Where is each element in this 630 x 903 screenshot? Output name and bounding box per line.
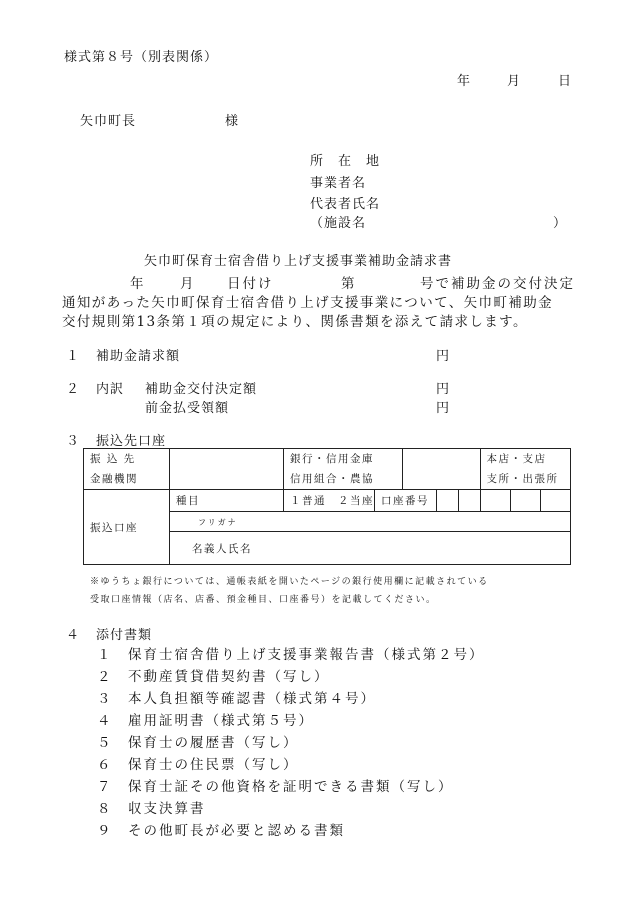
item2-decision-amount: 補助金交付決定額 [145,382,258,397]
item2-number: ２ [66,382,81,397]
item1-label: 補助金請求額 [96,349,181,364]
account-digit-1 [436,490,458,512]
dest-bank-label: 振 込 先 金融機関 [84,449,170,490]
body-year: 年 [130,276,146,292]
body-day: 日付け [227,276,274,292]
body-line2: 通知があった矢巾町保育士宿舎借り上げ支援事業について、矢巾町補助金 [62,295,554,311]
holder-name-label: 名義人氏名 [192,542,252,555]
branch-name-cell [402,449,480,490]
body-month: 月 [180,276,196,292]
item4-number: ４ [66,628,81,643]
furigana-row [170,512,571,532]
attachment-no: ３ [97,691,113,707]
bank-type-cell: 銀行・信用金庫 信用組合・農協 [284,449,403,490]
kind-label: 種目 [170,490,284,512]
account-digit-3 [480,490,510,512]
applicant-facility-close: ） [553,216,568,231]
item2-label: 内訳 [96,382,125,397]
attachment-text: 不動産賃貸借契約書（写し） [128,669,330,685]
item2b-yen: 円 [436,401,451,416]
attachment-no: ６ [97,757,113,773]
date-year: 年 [457,74,472,89]
account-label: 振込口座 [84,490,170,565]
branch-type-cell: 本店・支店 支所・出張所 [480,449,570,490]
item1-yen: 円 [436,349,451,364]
note-line2: 受取口座情報（店名、店番、預金種目、口座番号）を記載してください。 [90,595,437,605]
attachment-text: 本人負担額等確認書（様式第４号） [128,691,376,707]
body-dai: 第 [341,276,357,292]
applicant-business-label: 事業者名 [310,176,367,191]
attachment-text: 保育士宿舎借り上げ支援事業報告書（様式第２号） [128,647,485,663]
addressee-name: 矢巾町長 [80,114,137,129]
attachment-text: 保育士の住民票（写し） [128,757,299,773]
applicant-facility-open: （施設名 [310,216,367,231]
applicant-representative-label: 代表者氏名 [310,197,381,212]
bank-name-cell [170,449,284,490]
attachment-no: ９ [97,823,113,839]
addressee-honorific: 様 [225,114,240,129]
item3-number: ３ [66,434,81,449]
item2a-yen: 円 [436,382,451,397]
document-title: 矢巾町保育士宿舎借り上げ支援事業補助金請求書 [144,254,453,269]
attachment-text: 収支決算書 [128,801,206,817]
account-digit-4 [510,490,540,512]
attachment-no: ４ [97,713,113,729]
account-digit-2 [458,490,480,512]
applicant-location-label: 所 在 地 [310,154,381,169]
attachment-no: ２ [97,669,113,685]
item2-advance-amount: 前金払受領額 [145,401,230,416]
attachment-text: その他町長が必要と認める書類 [128,823,345,839]
body-line1-rest: 号で補助金の交付決定 [420,276,575,292]
attachment-text: 雇用証明書（様式第５号） [128,713,314,729]
bank-account-table [83,448,571,565]
account-digit-5 [540,490,570,512]
item4-label: 添付書類 [96,628,153,643]
body-line3: 交付規則第13条第１項の規定により、関係書類を添えて請求します。 [62,314,528,330]
attachment-no: １ [97,647,113,663]
attachment-no: ８ [97,801,113,817]
item1-number: １ [66,349,81,364]
account-number-label: 口座番号 [375,490,437,512]
furigana-label: フリガナ [198,517,238,527]
attachment-text: 保育士の履歴書（写し） [128,735,299,751]
form-number: 様式第８号（別表関係） [64,50,219,65]
kind-options: １普通 ２当座 [284,490,375,512]
note-line1: ※ゆうちょ銀行については、通帳表紙を開いたページの銀行使用欄に記載されている [90,577,489,587]
attachment-no: ７ [97,779,113,795]
holder-name-row [170,532,571,565]
date-day: 日 [558,74,573,89]
date-month: 月 [507,74,522,89]
attachment-no: ５ [97,735,113,751]
attachment-text: 保育士証その他資格を証明できる書類（写し） [128,779,454,795]
item3-label: 振込先口座 [96,434,167,449]
